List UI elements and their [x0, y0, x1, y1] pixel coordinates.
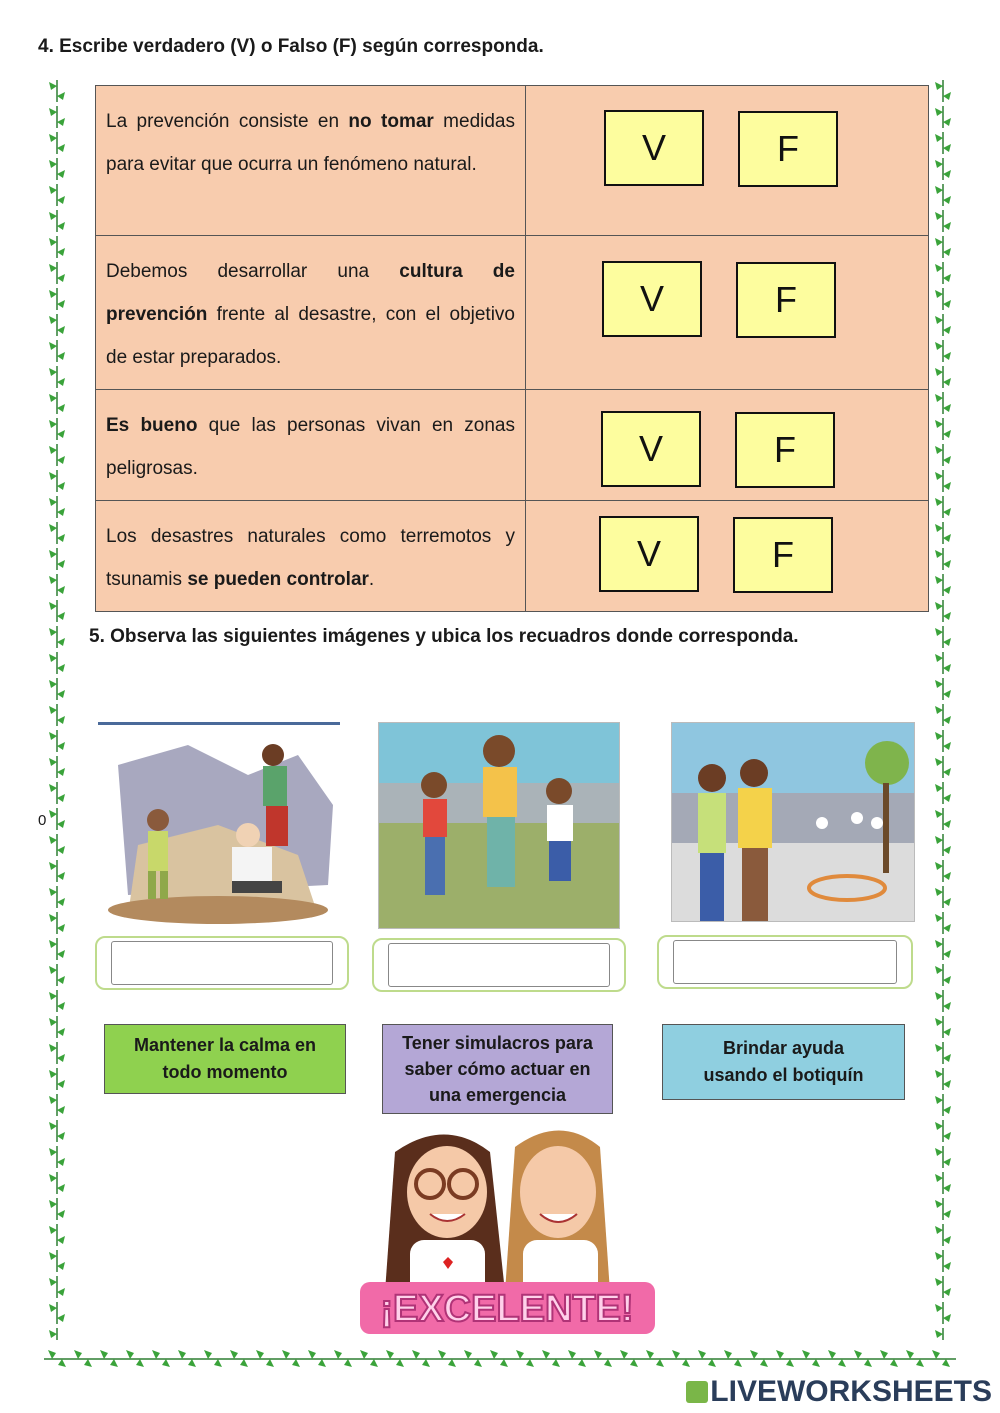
tf-statement-4: [96, 501, 526, 612]
card-first-aid-text: Brindar ayuda usando el botiquín: [703, 1038, 864, 1085]
true-box-4[interactable]: V: [599, 516, 699, 592]
tf-statement-2-part-1: Debemos desarrollar una: [106, 261, 400, 282]
false-box-1[interactable]: F: [738, 111, 838, 187]
false-box-4[interactable]: F: [733, 517, 833, 593]
logo-mark-icon: [686, 1381, 708, 1403]
tf-statement-2: [96, 236, 526, 390]
tf-statement-4-part-3: .: [368, 569, 375, 590]
card-first-aid[interactable]: [662, 1024, 905, 1100]
tf-statement-4-part-1: Los desastres naturales como terremotos y tsunamis: [106, 526, 515, 590]
card-drills[interactable]: [382, 1024, 613, 1114]
answer-slot-3-box[interactable]: [673, 940, 897, 984]
false-box-2[interactable]: F: [736, 262, 836, 338]
vine-border-bottom: [44, 1345, 956, 1369]
tf-row-2: [96, 236, 929, 390]
illustration-staying-calm: [671, 722, 915, 922]
tf-statement-2-part-2: cultura de prevención: [106, 261, 515, 325]
tf-options-4: [526, 501, 929, 612]
tf-row-3: [96, 390, 929, 501]
excelente-text: ¡EXCELENTE!: [380, 1288, 634, 1330]
answer-slot-3[interactable]: [657, 935, 913, 989]
false-box-3[interactable]: F: [735, 412, 835, 488]
liveworksheets-logo[interactable]: [686, 1375, 992, 1409]
vine-border-left: [44, 78, 70, 1340]
true-box-3[interactable]: V: [601, 411, 701, 487]
tf-statement-4-part-2: se pueden controlar: [187, 569, 369, 590]
answer-slot-1[interactable]: [95, 936, 349, 990]
card-keep-calm-text: Mantener la calma en todo momento: [133, 1035, 317, 1082]
tf-statement-1-part-3: medidas para evitar que ocurra un fenómeno natural.: [106, 111, 515, 175]
answer-slot-2[interactable]: [372, 938, 626, 992]
true-box-2[interactable]: V: [602, 261, 702, 337]
card-drills-text: Tener simulacros para saber cómo actuar en una emergencia: [402, 1033, 593, 1105]
vine-border-right: [930, 78, 956, 1340]
tf-statement-3-part-1: Es bueno: [106, 415, 198, 436]
tf-options-1: [526, 86, 929, 236]
illustration-evacuation-drill: [378, 722, 620, 929]
logo-text: LIVEWORKSHEETS: [710, 1375, 992, 1408]
answer-slot-1-box[interactable]: [111, 941, 333, 985]
true-box-1[interactable]: V: [604, 110, 704, 186]
tf-statement-1: [96, 86, 526, 236]
section5-title: 5. Observa las siguientes imágenes y ubica los recuadros donde corresponda.: [89, 626, 799, 647]
tf-options-3: [526, 390, 929, 501]
tf-statement-1-part-1: La prevención consiste en: [106, 111, 349, 132]
tf-statement-1-part-2: no tomar: [348, 111, 434, 132]
tf-row-4: [96, 501, 929, 612]
tf-row-1: [96, 86, 929, 236]
section4-title: 4. Escribe verdadero (V) o Falso (F) según corresponda.: [38, 36, 544, 57]
tf-options-2: [526, 236, 929, 390]
tf-statement-3-part-2: que las personas vivan en zonas peligrosas.: [106, 415, 515, 479]
answer-slot-2-box[interactable]: [388, 943, 610, 987]
illustration-helping-injured: [98, 722, 340, 925]
true-false-table: [95, 85, 929, 612]
tf-statement-2-part-3: frente al desastre, con el objetivo de estar preparados.: [106, 304, 515, 368]
excelente-illustration: [355, 1122, 660, 1337]
margin-mark: 0: [38, 812, 47, 829]
tf-statement-3: [96, 390, 526, 501]
card-keep-calm[interactable]: [104, 1024, 346, 1094]
